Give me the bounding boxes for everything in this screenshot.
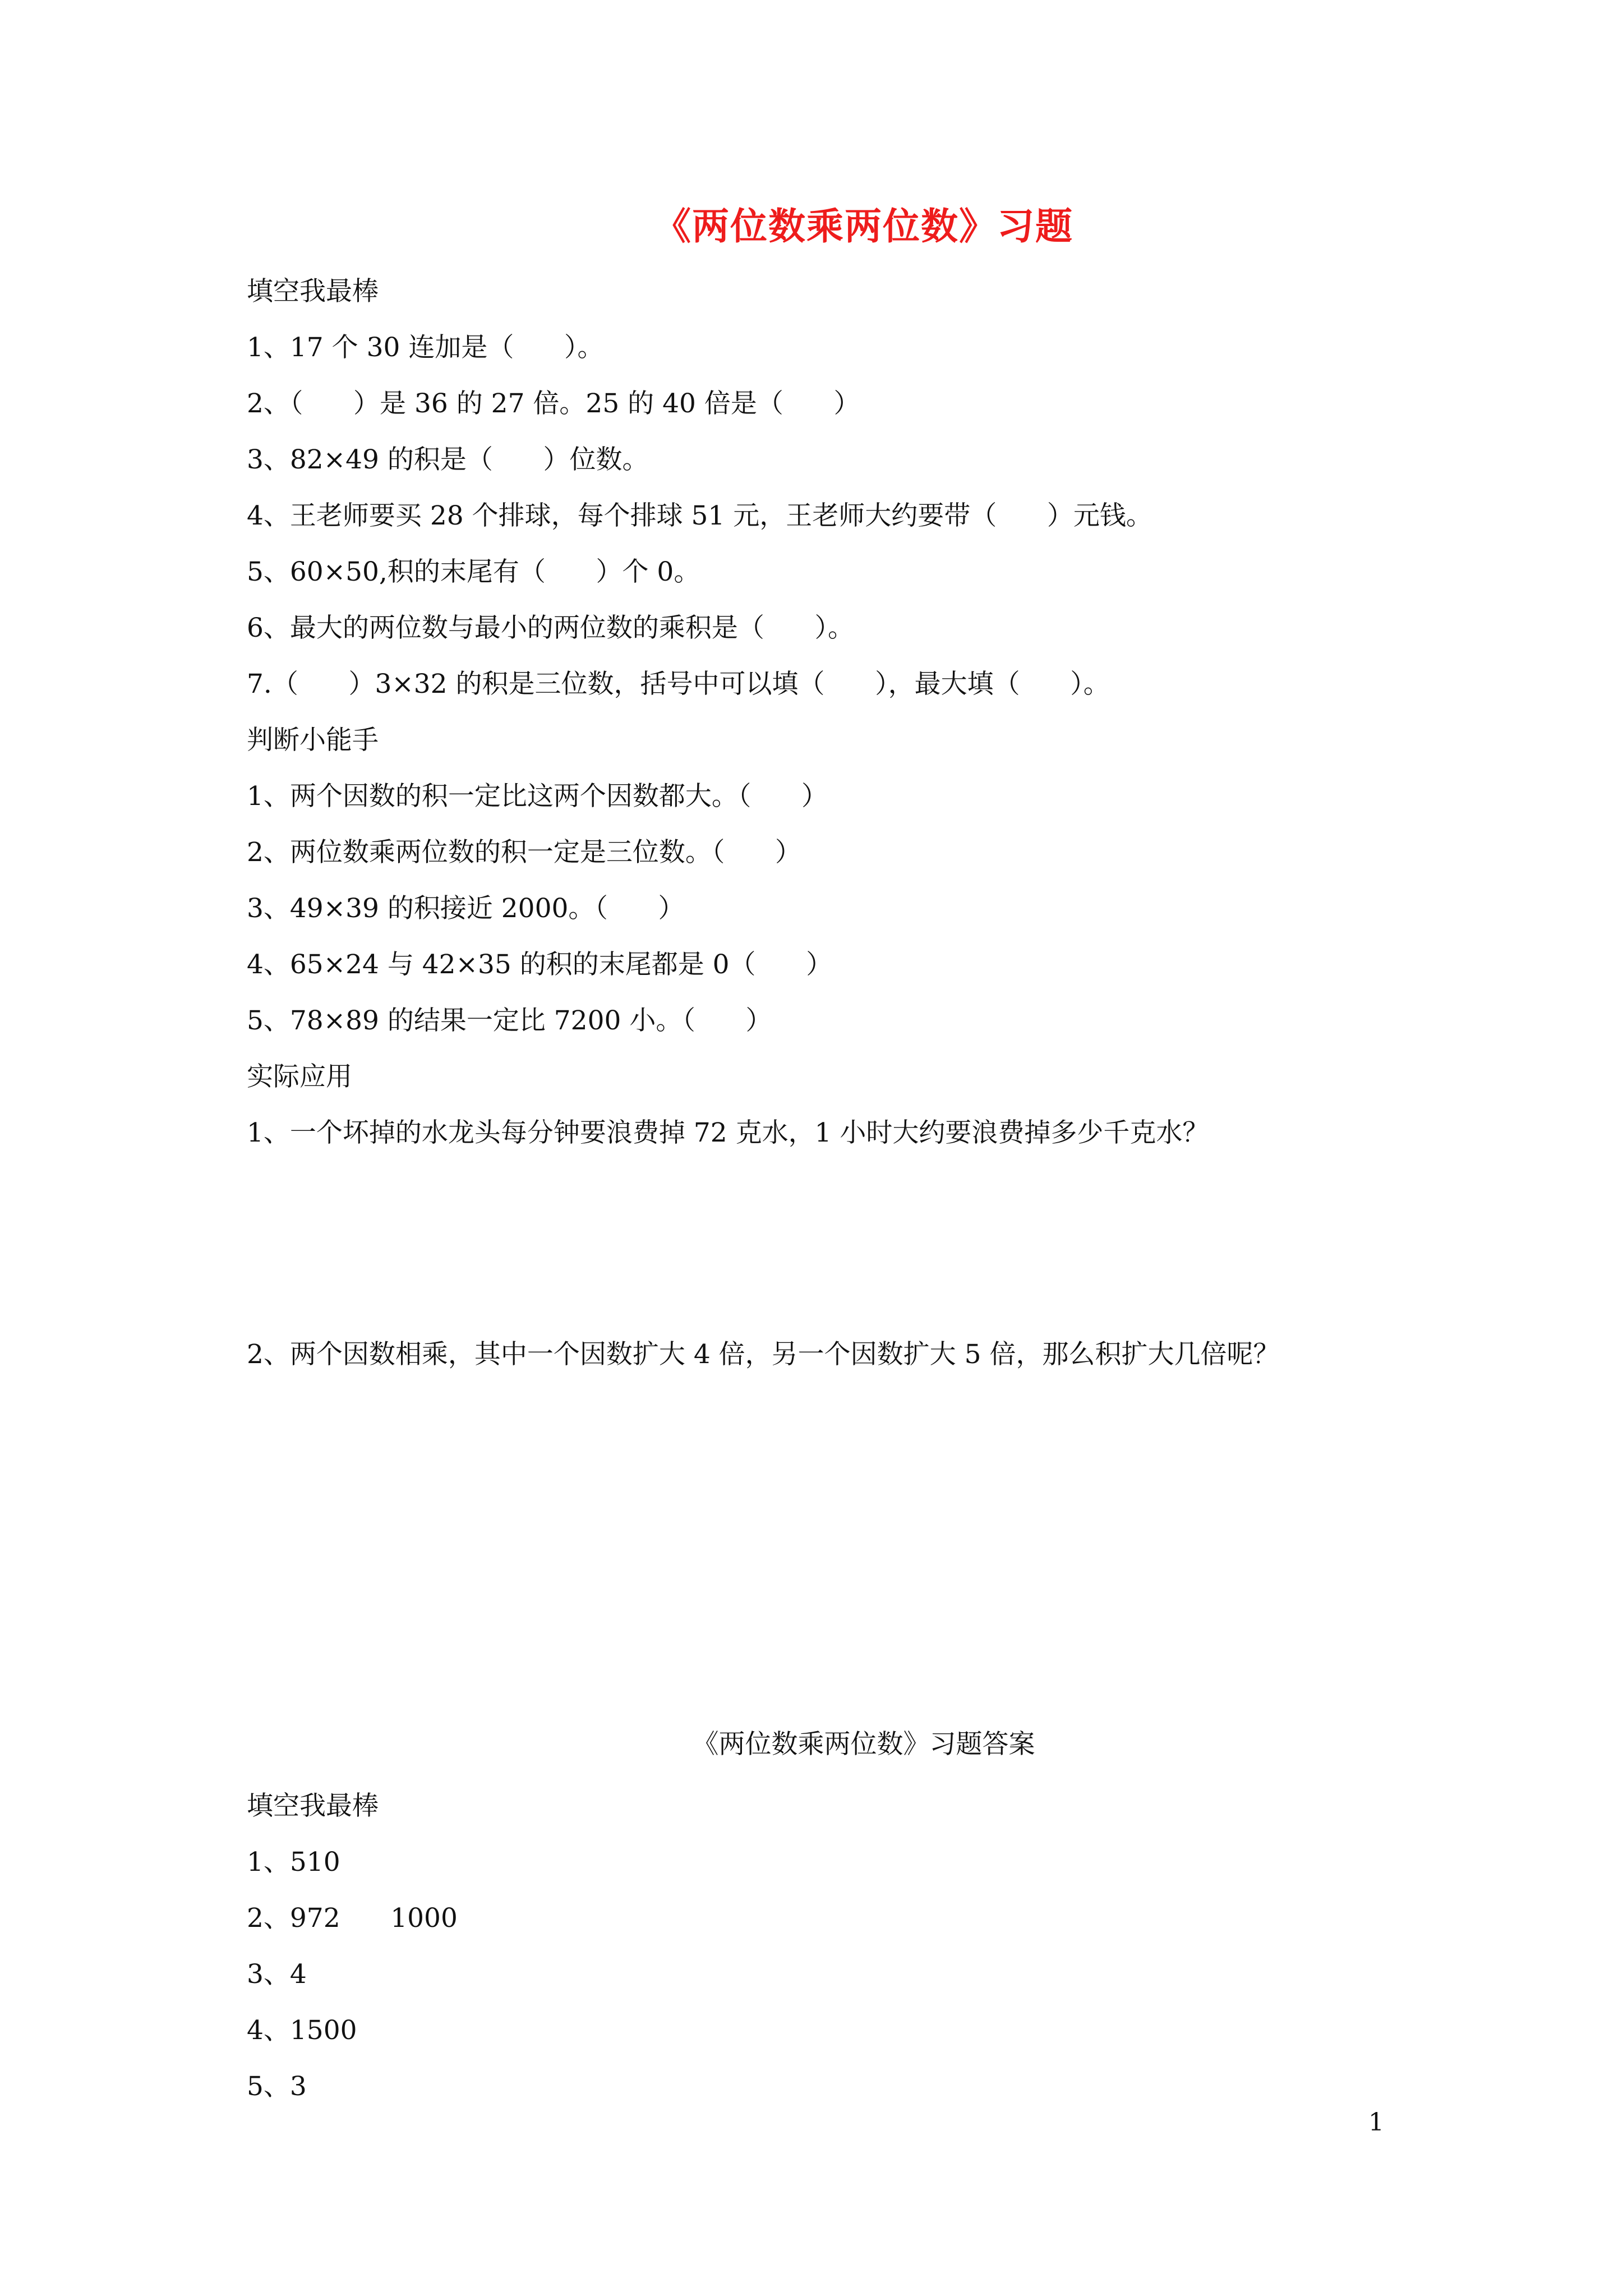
question-item: 5、78×89 的结果一定比 7200 小。（ ） [247,1005,772,1036]
question-item: 4、王老师要买 28 个排球，每个排球 51 元，王老师大约要带（ ）元钱。 [247,500,1152,531]
answer-item: 1、510 [247,1847,340,1878]
answer-item: 5、3 [247,2071,307,2102]
question-item: 2、两个因数相乘，其中一个因数扩大 4 倍，另一个因数扩大 5 倍，那么积扩大几倍呢？ [247,1339,1280,1370]
document-title: 《两位数乘两位数》习题 [654,204,1073,248]
question-item: 1、两个因数的积一定比这两个因数都大。（ ） [247,781,828,812]
answer-item: 4、1500 [247,2015,357,2046]
section-heading-fill: 填空我最棒 [247,276,379,307]
question-item: 2、两位数乘两位数的积一定是三位数。（ ） [247,837,802,868]
section-heading-apply: 实际应用 [247,1061,352,1092]
question-item: 7.（ ）3×32 的积是三位数，括号中可以填（ ），最大填（ ）。 [247,669,1110,700]
question-item: 5、60×50,积的末尾有（ ）个 0。 [247,556,700,587]
answers-title: 《两位数乘两位数》习题答案 [692,1729,1035,1760]
answers-heading: 填空我最棒 [247,1791,379,1821]
page-number: 1 [1368,2108,1384,2137]
question-item: 4、65×24 与 42×35 的积的末尾都是 0（ ） [247,949,833,980]
question-item: 1、一个坏掉的水龙头每分钟要浪费掉 72 克水，1 小时大约要浪费掉多少千克水？ [247,1117,1209,1148]
question-item: 6、最大的两位数与最小的两位数的乘积是（ ）。 [247,613,855,643]
question-item: 3、49×39 的积接近 2000。（ ） [247,893,685,924]
question-item: 3、82×49 的积是（ ）位数。 [247,444,649,475]
section-heading-judge: 判断小能手 [247,725,379,756]
question-item: 1、17 个 30 连加是（ ）。 [247,332,604,363]
question-item: 2、（ ）是 36 的 27 倍。25 的 40 倍是（ ） [247,388,860,419]
answer-item: 3、4 [247,1959,307,1990]
answer-item: 2、972 1000 [247,1903,458,1934]
